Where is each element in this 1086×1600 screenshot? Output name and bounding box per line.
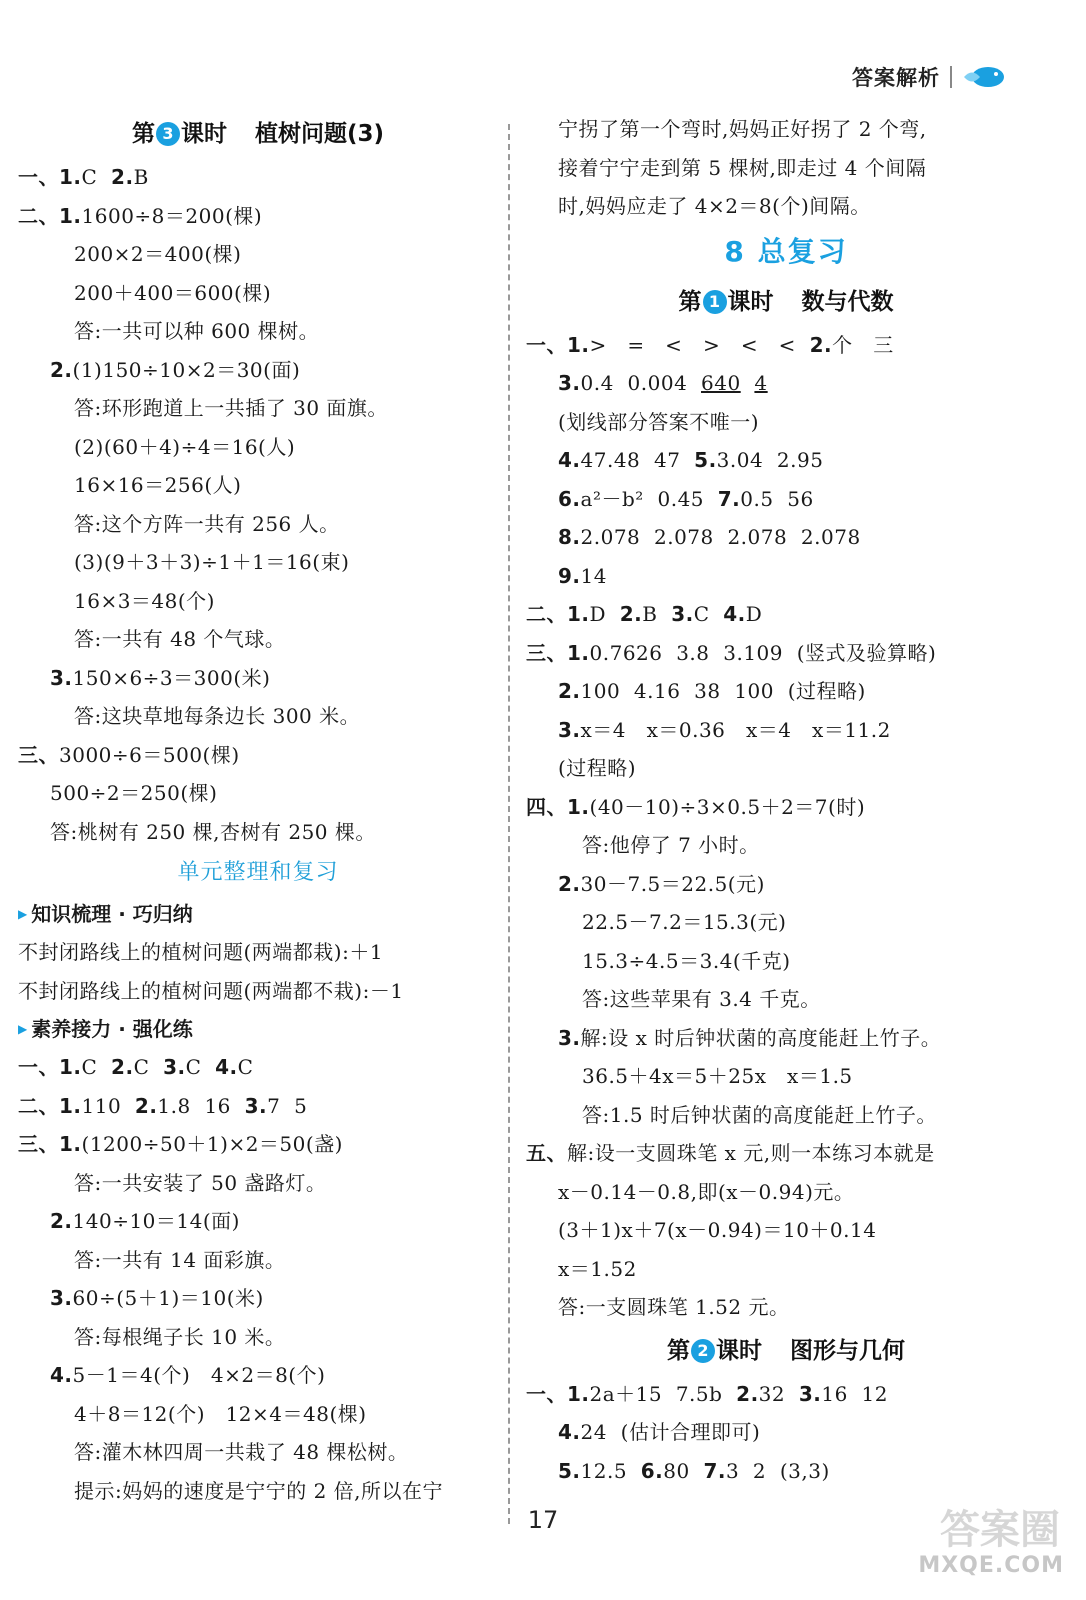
question-number: 6. <box>640 1458 664 1483</box>
answer-line <box>18 659 498 698</box>
lesson-suffix: 课时 <box>727 288 774 315</box>
question-number: 3. <box>671 602 694 626</box>
lesson-1-title <box>526 278 1046 326</box>
knowledge-heading <box>18 895 498 933</box>
answer-line <box>526 1211 1046 1250</box>
answer-text: D <box>745 602 763 626</box>
question-number: 8. <box>558 525 581 549</box>
answer-line <box>18 1472 498 1511</box>
question-number: 3. <box>558 1025 581 1050</box>
question-number: 3. <box>558 717 581 742</box>
answer-text: 解:设 x 时后钟状菌的高度能赶上竹子。 <box>580 1025 942 1050</box>
question-number: 3. <box>163 1055 186 1079</box>
answer-line <box>526 1096 1046 1135</box>
answer-text: 140÷10＝14(面) <box>72 1209 240 1233</box>
answer-line <box>526 364 1046 403</box>
answer-line <box>526 1288 1046 1327</box>
watermark-logo <box>884 1498 1064 1578</box>
answer-text: C <box>237 1055 254 1079</box>
question-number: 五、 <box>526 1141 567 1165</box>
answer-text: 16×3＝48(个) <box>74 588 215 613</box>
question-number: 5. <box>558 1458 581 1483</box>
question-number: 4. <box>723 602 746 626</box>
answer-line <box>18 1318 498 1357</box>
answer-text: 0.5 56 <box>740 486 814 511</box>
answer-line <box>18 620 498 659</box>
answer-line <box>526 595 1046 634</box>
question-number: 3. <box>244 1093 268 1118</box>
answer-text: 答:一共有 48 个气球。 <box>74 627 286 651</box>
question-number: 2. <box>558 679 581 703</box>
answer-line <box>526 1375 1046 1414</box>
answer-text: (1200÷50＋1)×2＝50(盏) <box>81 1132 343 1156</box>
question-number: 4. <box>50 1363 73 1387</box>
answer-text: 30－7.5＝22.5(元) <box>580 871 765 896</box>
answer-text: 答:一共安装了 50 盏路灯。 <box>74 1170 327 1195</box>
answer-line <box>18 774 498 813</box>
question-number: 2. <box>111 165 134 189</box>
answer-text: C <box>185 1055 216 1079</box>
question-number: 7. <box>703 1458 726 1483</box>
answer-text: 32 <box>758 1381 799 1406</box>
answer-line <box>526 1452 1046 1491</box>
answer-line <box>18 389 498 428</box>
answer-text: (1)150÷10×2＝30(面) <box>72 357 301 382</box>
answer-text: > = < > < < <box>589 332 810 357</box>
question-number: 3. <box>558 371 581 395</box>
underlined-answer: 640 <box>701 371 741 395</box>
answer-line <box>526 980 1046 1019</box>
page-header <box>852 62 1006 92</box>
question-number: 二、1. <box>18 203 82 228</box>
page-number: 17 <box>527 1506 559 1534</box>
lesson-2-title <box>526 1327 1046 1375</box>
answer-text: B <box>642 602 672 626</box>
lesson-topic: 图形与几何 <box>790 1337 905 1364</box>
practice-heading <box>18 1010 498 1048</box>
question-number: 3. <box>798 1381 822 1406</box>
lesson-prefix: 第 <box>678 288 702 315</box>
answer-text: 7 5 <box>267 1093 308 1118</box>
answer-text: 16×16＝256(人) <box>74 473 242 497</box>
continued-line: 宁拐了第一个弯时,妈妈正好拐了 2 个弯, <box>558 117 927 141</box>
question-number: 四、1. <box>526 794 590 819</box>
question-number: 4. <box>215 1055 238 1079</box>
answer-line <box>18 1202 498 1241</box>
answer-text: 14 <box>580 563 607 588</box>
answer-line <box>526 480 1046 519</box>
lesson-1-answers <box>526 326 1046 1327</box>
knowledge-heading-text: 知识梳理 · 巧归纳 <box>31 902 193 926</box>
answer-line <box>526 441 1046 480</box>
answer-text: 1.8 16 <box>157 1093 245 1118</box>
answer-line <box>18 1125 498 1164</box>
answer-line <box>526 749 1046 788</box>
answer-line <box>526 1134 1046 1173</box>
answer-text: 2a＋15 7.5b <box>589 1381 737 1406</box>
answer-line <box>526 826 1046 865</box>
unit-review-title: 单元整理和复习 <box>177 860 339 885</box>
answer-text: 150×6÷3＝300(米) <box>72 665 271 690</box>
answer-line <box>18 1164 498 1203</box>
answer-line <box>18 274 498 313</box>
lesson-number-badge: 3 <box>156 122 180 146</box>
answer-text: C <box>693 602 724 626</box>
watermark-url: MXQE.COM <box>918 1553 1064 1578</box>
header-title: 答案解析 <box>852 66 940 90</box>
practice-answers <box>18 1048 498 1510</box>
answer-line <box>526 1413 1046 1452</box>
answer-line <box>18 235 498 274</box>
answer-line <box>526 672 1046 711</box>
answer-text: a²－b² 0.45 <box>580 486 718 511</box>
lesson-2-answers <box>526 1375 1046 1491</box>
answer-line <box>526 903 1046 942</box>
answer-line <box>18 312 498 351</box>
answer-line <box>526 1173 1046 1212</box>
answer-text: 2.078 2.078 2.078 2.078 <box>580 525 861 549</box>
answer-line <box>18 428 498 467</box>
question-number: 2. <box>50 357 73 382</box>
fish-swoosh-icon <box>962 64 1006 90</box>
answer-line <box>526 557 1046 596</box>
answer-line <box>18 1087 498 1126</box>
chapter-title: 8 总复习 <box>724 234 848 268</box>
answer-text: 答:灌木林四周一共栽了 48 棵松树。 <box>74 1440 409 1464</box>
question-number: 一、1. <box>18 165 82 189</box>
question-number: 2. <box>111 1055 134 1079</box>
answer-text: 答:他停了 7 小时。 <box>582 833 760 857</box>
knowledge-line: 不封闭路线上的植树问题(两端都不栽):－1 <box>18 978 404 1003</box>
answer-text: 47.48 47 <box>580 448 695 472</box>
answer-text: 答:这个方阵一共有 256 人。 <box>74 511 340 536</box>
answer-line <box>526 1250 1046 1289</box>
left-column <box>18 110 498 1510</box>
answer-text: (40－10)÷3×0.5＋2＝7(时) <box>589 794 866 819</box>
answer-text: C <box>133 1055 164 1079</box>
lesson-topic: 数与代数 <box>801 288 894 315</box>
answer-text: 答:一共可以种 600 棵树。 <box>74 319 320 343</box>
lesson-suffix: 课时 <box>180 121 227 147</box>
header-separator <box>950 66 952 88</box>
question-number: 5. <box>694 448 717 472</box>
answer-line <box>526 788 1046 827</box>
column-divider <box>508 124 510 1524</box>
answer-text: (2)(60＋4)÷4＝16(人) <box>74 434 296 459</box>
answer-text: 60÷(5＋1)＝10(米) <box>72 1286 264 1310</box>
answer-text: D <box>589 602 620 626</box>
underlined-answer: 4 <box>754 371 768 395</box>
answer-text: 4＋8＝12(个) 12×4＝48(棵) <box>74 1401 367 1426</box>
answer-line <box>18 1395 498 1434</box>
answer-line <box>18 736 498 775</box>
answer-line <box>526 403 1046 442</box>
answer-line <box>526 1057 1046 1096</box>
question-number: 三、1. <box>526 640 590 665</box>
question-number: 3. <box>50 665 73 690</box>
answer-line <box>526 634 1046 673</box>
answer-text: 1600÷8＝200(棵) <box>81 203 263 228</box>
question-number: 一、1. <box>18 1055 82 1079</box>
answer-line <box>18 158 498 197</box>
question-number: 二、1. <box>18 1093 82 1118</box>
answer-text: (3＋1)x＋7(x－0.94)＝10＋0.14 <box>558 1218 877 1242</box>
answer-line <box>18 1279 498 1318</box>
answer-line <box>526 865 1046 904</box>
answer-line <box>18 466 498 505</box>
answer-text: 0.4 0.004 <box>580 371 702 395</box>
question-number: 一、1. <box>526 1381 590 1406</box>
answer-text: 答:1.5 时后钟状菌的高度能赶上竹子。 <box>582 1102 937 1127</box>
answer-text: 解:设一支圆珠笔 x 元,则一本练习本就是 <box>567 1141 935 1165</box>
answer-text: 100 4.16 38 100 (过程略) <box>580 679 866 703</box>
question-number: 三、1. <box>18 1132 82 1156</box>
question-number: 2. <box>619 602 643 626</box>
answer-text: C <box>81 165 112 189</box>
answer-text: 提示:妈妈的速度是宁宁的 2 倍,所以在宁 <box>74 1478 444 1503</box>
question-number: 二、1. <box>526 602 590 626</box>
answer-text: (划线部分答案不唯一) <box>558 409 760 434</box>
answer-text: 500÷2＝250(棵) <box>50 781 218 805</box>
answer-text: C <box>81 1055 112 1079</box>
answer-text: 200×2＝400(棵) <box>74 242 242 266</box>
triangle-bullet-icon: ▶ <box>18 1022 28 1036</box>
answer-line <box>18 197 498 236</box>
answer-text: 80 <box>663 1458 704 1483</box>
answer-line <box>18 351 498 390</box>
answer-text: 16 12 <box>821 1381 888 1406</box>
lesson-3-answers <box>18 158 498 851</box>
answer-text: 110 <box>81 1093 135 1118</box>
answer-text: x－0.14－0.8,即(x－0.94)元。 <box>558 1179 855 1204</box>
question-number: 2. <box>50 1209 73 1233</box>
answer-line <box>18 582 498 621</box>
question-number: 2. <box>558 871 581 896</box>
answer-text: 24 (估计合理即可) <box>580 1420 761 1444</box>
lesson-suffix: 课时 <box>716 1337 762 1364</box>
answer-line <box>18 543 498 582</box>
answer-line <box>526 942 1046 981</box>
answer-text: x＝4 x＝0.36 x＝4 x＝11.2 <box>580 717 891 742</box>
practice-heading-text: 素养接力 · 强化练 <box>31 1017 193 1041</box>
answer-line <box>526 518 1046 557</box>
answer-text: 答:每根绳子长 10 米。 <box>74 1324 286 1349</box>
answer-line <box>526 711 1046 750</box>
answer-line <box>18 1433 498 1472</box>
answer-text: 答:桃树有 250 棵,杏树有 250 棵。 <box>50 819 376 844</box>
answer-text: 22.5－7.2＝15.3(元) <box>582 910 787 934</box>
question-number: 7. <box>717 486 741 511</box>
question-number: 3. <box>50 1286 73 1310</box>
answer-text: 答:环形跑道上一共插了 30 面旗。 <box>74 396 388 420</box>
answer-text: 答:一共有 14 面彩旗。 <box>74 1247 286 1272</box>
lesson-topic: 植树问题(3) <box>254 121 385 147</box>
question-number: 4. <box>558 448 581 472</box>
answer-text: 200＋400＝600(棵) <box>74 280 272 305</box>
answer-text: 3 2 (3,3) <box>725 1458 830 1483</box>
answer-line <box>18 505 498 544</box>
answer-text: 12.5 <box>580 1458 641 1483</box>
triangle-bullet-icon: ▶ <box>18 907 28 921</box>
answer-text: 0.7626 3.8 3.109 (竖式及验算略) <box>589 640 937 665</box>
answer-text: 36.5＋4x＝5＋25x x＝1.5 <box>582 1064 853 1088</box>
right-column <box>526 110 1046 1490</box>
answer-text: 答:一支圆珠笔 1.52 元。 <box>558 1295 790 1319</box>
question-number: 2. <box>736 1381 759 1406</box>
answer-text: B <box>133 165 149 189</box>
answer-line <box>526 1019 1046 1058</box>
question-number: 6. <box>558 486 581 511</box>
answer-text: (3)(9＋3＋3)÷1＋1＝16(束) <box>74 550 350 574</box>
lesson-number-badge: 1 <box>703 290 727 314</box>
answer-text: 个 三 <box>832 332 894 357</box>
question-number: 2. <box>134 1093 158 1118</box>
answer-text: 3000÷6＝500(棵) <box>59 742 240 767</box>
answer-text: 5－1＝4(个) 4×2＝8(个) <box>72 1363 326 1387</box>
answer-text: (过程略) <box>558 756 637 780</box>
answer-line <box>18 1356 498 1395</box>
question-number: 一、1. <box>526 332 590 357</box>
watermark-mark: 答案圈 <box>940 1507 1060 1553</box>
question-number: 4. <box>558 1420 581 1444</box>
question-number: 9. <box>558 563 581 588</box>
spacer-text <box>741 371 755 395</box>
answer-text: 15.3÷4.5＝3.4(千克) <box>582 948 791 973</box>
answer-line <box>18 697 498 736</box>
answer-line <box>18 1241 498 1280</box>
question-number: 三、 <box>18 742 59 767</box>
lesson-prefix: 第 <box>131 121 155 147</box>
lesson-prefix: 第 <box>667 1337 690 1364</box>
answer-text: 答:这些苹果有 3.4 千克。 <box>582 987 821 1011</box>
continued-line: 时,妈妈应走了 4×2＝8(个)间隔。 <box>558 194 871 218</box>
answer-text: x＝1.52 <box>558 1256 637 1281</box>
answer-line <box>526 326 1046 365</box>
lesson-3-title <box>18 110 498 158</box>
answer-text: 答:这块草地每条边长 300 米。 <box>74 704 361 728</box>
answer-text: 3.04 2.95 <box>716 448 824 472</box>
continued-line: 接着宁宁走到第 5 棵树,即走过 4 个间隔 <box>558 155 927 180</box>
question-number: 2. <box>809 332 833 357</box>
answer-line <box>18 1048 498 1087</box>
knowledge-line: 不封闭路线上的植树问题(两端都栽):＋1 <box>18 940 384 964</box>
answer-line <box>18 813 498 852</box>
lesson-number-badge: 2 <box>691 1339 715 1363</box>
